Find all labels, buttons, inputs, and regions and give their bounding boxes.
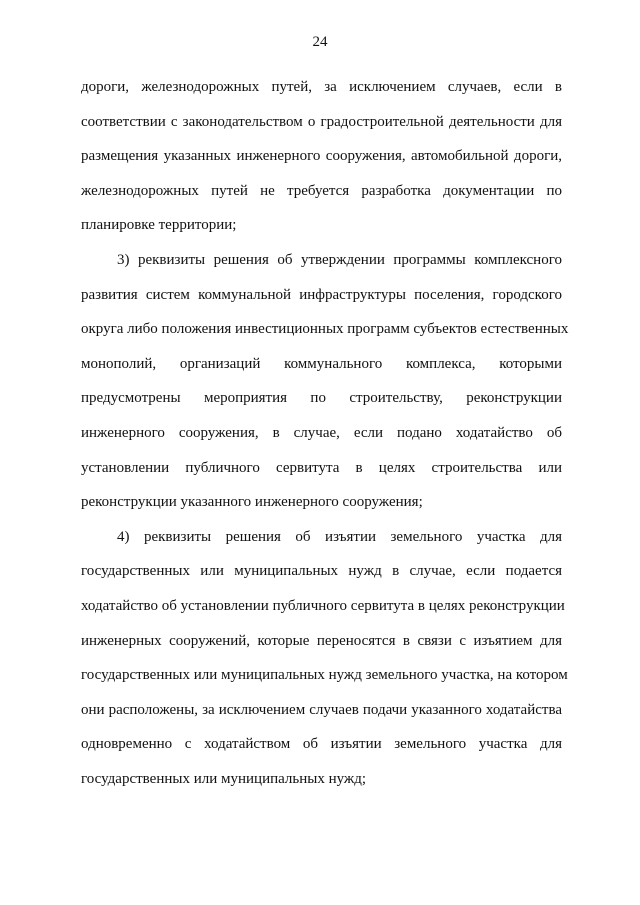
text-line: 4) реквизиты решения об изъятии земельного участка для bbox=[117, 528, 562, 545]
text-line: округа либо положения инвестиционных программ субъектов естественных bbox=[81, 321, 569, 338]
text-line: железнодорожных путей не требуется разработка документации по bbox=[81, 182, 562, 199]
text-line: государственных или муниципальных нужд земельного участка, на котором bbox=[81, 667, 568, 684]
paragraph bbox=[81, 70, 562, 243]
paragraph bbox=[81, 520, 568, 797]
text-line: инженерного сооружения, в случае, если подано ходатайство об bbox=[81, 424, 562, 441]
text-line: предусмотрены мероприятия по строительству, реконструкции bbox=[81, 390, 562, 407]
text-line: дороги, железнодорожных путей, за исключением случаев, если в bbox=[81, 79, 562, 95]
text-line: соответствии с законодательством о градостроительной деятельности для bbox=[81, 113, 562, 130]
text-line: ходатайство об установлении публичного сервитута в целях реконструкции bbox=[81, 597, 565, 614]
paragraph bbox=[81, 243, 569, 520]
text-line: установлении публичного сервитута в целях строительства или bbox=[81, 459, 562, 476]
text-line: 3) реквизиты решения об утверждении программы комплексного bbox=[117, 251, 562, 268]
text-line: размещения указанных инженерного сооружения, автомобильной дороги, bbox=[81, 148, 562, 165]
text-line: развития систем коммунальной инфраструктуры поселения, городского bbox=[81, 286, 562, 303]
text-line: они расположены, за исключением случаев подачи указанного ходатайства bbox=[81, 701, 562, 718]
text-line: монополий, организаций коммунального комплекса, которыми bbox=[81, 355, 562, 372]
page-number: 24 bbox=[312, 34, 328, 50]
document-body bbox=[81, 70, 569, 796]
text-line: одновременно с ходатайством об изъятии земельного участка для bbox=[81, 736, 562, 753]
text-line: планировке территории; bbox=[81, 217, 237, 234]
text-line: инженерных сооружений, которые переносятся в связи с изъятием для bbox=[81, 632, 562, 649]
text-line: государственных или муниципальных нужд; bbox=[81, 770, 367, 787]
text-line: государственных или муниципальных нужд в случае, если подается bbox=[81, 563, 562, 580]
text-line: реконструкции указанного инженерного сооружения; bbox=[81, 494, 423, 511]
